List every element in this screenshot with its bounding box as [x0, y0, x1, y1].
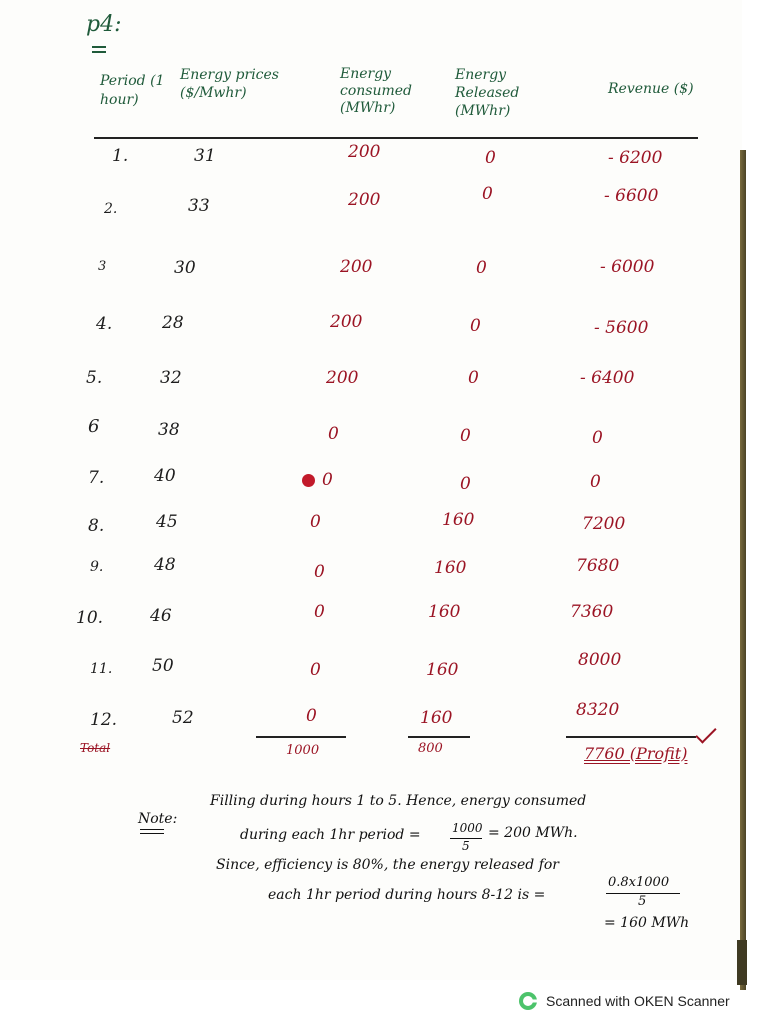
row-4-price: 28 [162, 313, 184, 333]
note-underline [140, 829, 164, 830]
header-consumed: Energy consumed (MWhr) [340, 66, 413, 116]
row-2-price: 33 [188, 196, 210, 216]
row-12-revenue: 8320 [576, 700, 620, 720]
header-revenue: Revenue ($) [608, 81, 694, 97]
scanner-watermark [518, 991, 730, 1011]
total-label: Total [80, 741, 111, 755]
row-5-released: 0 [468, 368, 479, 388]
note-line-2: during each 1hr period = [240, 827, 421, 843]
row-6-period: 6 [88, 416, 100, 437]
note-line-5: = 160 MWh [604, 915, 690, 931]
row-7-consumed: 0 [322, 470, 333, 490]
row-4-period: 4. [96, 314, 113, 334]
row-9-period: 9. [90, 559, 104, 575]
row-6-revenue: 0 [592, 428, 603, 448]
revenue-total-rule [566, 736, 696, 738]
row-5-consumed: 200 [326, 368, 359, 388]
row-3-price: 30 [174, 258, 196, 278]
note-fraction-2-denominator: 5 [638, 894, 647, 909]
row-2-revenue: - 6600 [604, 186, 659, 206]
row-10-revenue: 7360 [570, 602, 614, 622]
row-11-released: 160 [426, 660, 459, 680]
page-edge-shadow-bottom [737, 940, 747, 985]
header-period: Period (1 hour) [100, 73, 165, 108]
total-consumed: 1000 [286, 743, 320, 758]
row-5-price: 32 [160, 368, 182, 388]
row-10-price: 46 [150, 606, 172, 626]
row-10-period: 10. [76, 608, 104, 628]
row-10-consumed: 0 [314, 602, 325, 622]
title-underline [92, 51, 106, 53]
row-7-revenue: 0 [590, 472, 601, 492]
header-price: Energy prices ($/Mwhr) [180, 67, 279, 102]
row-3-released: 0 [476, 258, 487, 278]
row-2-released: 0 [482, 184, 493, 204]
row-8-consumed: 0 [310, 512, 321, 532]
total-released: 800 [418, 741, 443, 756]
note-fraction-2-numerator: 0.8x1000 [608, 875, 670, 890]
row-8-price: 45 [156, 512, 178, 532]
row-4-consumed: 200 [330, 312, 363, 332]
row-12-consumed: 0 [306, 706, 317, 726]
note-fraction-1-numerator: 1000 [452, 821, 483, 835]
row-9-price: 48 [154, 555, 176, 575]
row-12-price: 52 [172, 708, 194, 728]
consumed-total-rule [256, 736, 346, 738]
row-2-period: 2. [104, 201, 118, 217]
note-line-4: each 1hr period during hours 8-12 is = [268, 887, 546, 903]
note-underline [140, 833, 164, 834]
row-1-revenue: - 6200 [608, 148, 663, 168]
note-label: Note: [138, 811, 178, 827]
row-1-released: 0 [485, 148, 496, 168]
released-total-rule [408, 736, 470, 738]
row-11-period: 11. [90, 661, 113, 677]
row-8-revenue: 7200 [582, 514, 626, 534]
row-6-consumed: 0 [328, 424, 339, 444]
page-edge-shadow [740, 150, 746, 990]
total-revenue: 7760 (Profit) [584, 744, 688, 763]
row-12-released: 160 [420, 708, 453, 728]
row-7-released: 0 [460, 474, 471, 494]
row-7-price: 40 [154, 466, 176, 486]
note-line-3: Since, efficiency is 80%, the energy released for [216, 857, 559, 873]
note-fraction-1-denominator: 5 [462, 839, 470, 853]
scanner-text: Scanned with OKEN Scanner [546, 993, 730, 1009]
row-6-released: 0 [460, 426, 471, 446]
row-3-revenue: - 6000 [600, 257, 655, 277]
row-8-period: 8. [88, 516, 105, 536]
title-underline [92, 46, 106, 48]
row-11-consumed: 0 [310, 660, 321, 680]
row-10-released: 160 [428, 602, 461, 622]
row-12-period: 12. [90, 710, 118, 730]
row-7-period: 7. [88, 468, 105, 488]
row-8-released: 160 [442, 510, 475, 530]
row-5-period: 5. [86, 368, 103, 388]
row-1-consumed: 200 [348, 142, 381, 162]
note-line-1: Filling during hours 1 to 5. Hence, energy consumed [210, 793, 587, 809]
row-5-revenue: - 6400 [580, 368, 635, 388]
row-11-price: 50 [152, 656, 174, 676]
row-11-revenue: 8000 [578, 650, 622, 670]
row-3-consumed: 200 [340, 257, 373, 277]
page-title: p4: [86, 12, 122, 37]
note-fraction-1-result: = 200 MWh. [488, 825, 578, 841]
scribble-mark [302, 474, 315, 487]
row-6-price: 38 [158, 420, 180, 440]
row-4-revenue: - 5600 [594, 318, 649, 338]
row-9-released: 160 [434, 558, 467, 578]
oken-scanner-logo-icon [518, 991, 538, 1011]
row-9-consumed: 0 [314, 562, 325, 582]
row-4-released: 0 [470, 316, 481, 336]
row-3-period: 3 [98, 259, 107, 274]
row-1-period: 1. [112, 146, 129, 166]
row-2-consumed: 200 [348, 190, 381, 210]
row-9-revenue: 7680 [576, 556, 620, 576]
row-1-price: 31 [194, 146, 216, 166]
header-released: Energy Released (MWhr) [455, 67, 520, 120]
header-rule [94, 137, 698, 139]
